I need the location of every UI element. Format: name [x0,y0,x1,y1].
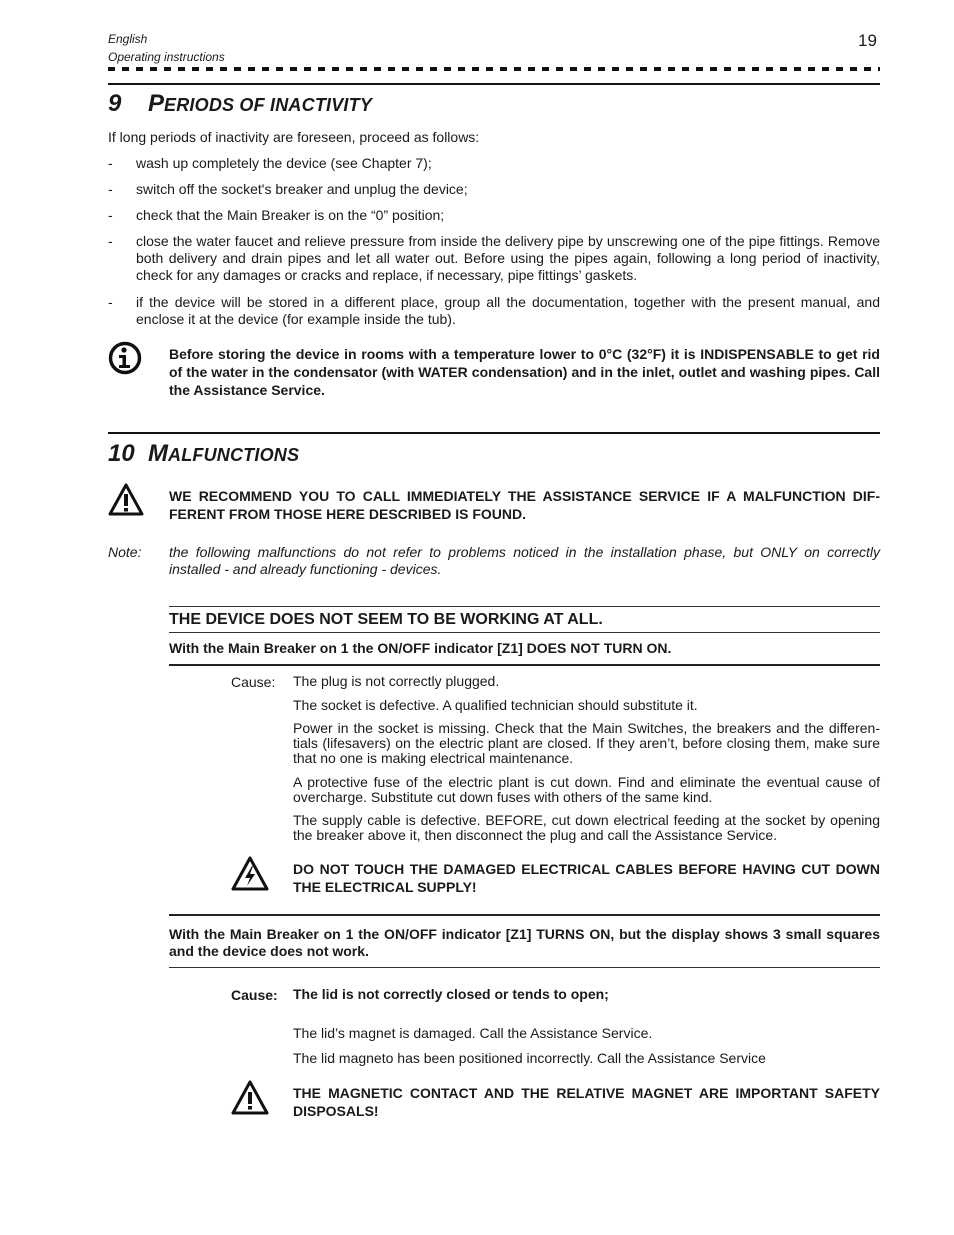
section-10-rule [108,432,880,434]
warning-triangle-icon [108,483,144,517]
list-item: check that the Main Breaker is on the “0” position; [136,207,445,223]
section-9-number: 9 [108,90,122,117]
cause-item: The lid magneto has been positioned incorrectly. Call the Assistance Service [293,1050,766,1066]
section-9-title-initial: P [148,90,165,117]
magnet-warning: THE MAGNETIC CONTACT AND THE RELATIVE MAGNET ARE IMPORTANT SAFETY DISPOSALS! [293,1085,880,1119]
note-label: Note: [108,544,142,560]
case-2-rule [169,914,880,916]
page-number: 19 [858,31,877,50]
list-item: if the device will be stored in a different place, group all the documentation, together with the present manual, and enclose it at the device (for example inside the tub). [136,294,880,327]
warning-triangle-icon [231,1080,269,1116]
bullet-marker: - [108,294,113,310]
electric-hazard-icon [231,856,269,892]
cause-label: Cause: [231,674,276,690]
section-9-rule [108,83,880,85]
section-10-title [108,440,299,468]
bullet-marker: - [108,207,113,223]
cause-item: Power in the socket is missing. Check that the Main Switches, the breakers and the differen-tials (lifesavers) on the electric plant are closed. If they aren’t, before closing them, make sure that no one is making electrical maintenance. [293,720,880,766]
info-notice: Before storing the device in rooms with a temperature lower to 0°C (32°F) it is INDISPENSABLE to get rid of the water in the condensator (with WATER condensation) and in the inlet, outlet and washing pipes. Call the Assistance Service. [169,346,880,398]
case-2-bottom-rule [169,967,880,968]
cause-item: The lid’s magnet is damaged. Call the Assistance Service. [293,1025,653,1041]
subsection-bottom-rule [169,632,880,633]
subsection-title: THE DEVICE DOES NOT SEEM TO BE WORKING AT ALL. [169,611,603,628]
list-item: wash up completely the device (see Chapter 7); [136,155,432,171]
section-10-title-rest: ALFUNCTIONS [168,445,300,465]
list-item: close the water faucet and relieve pressure from inside the delivery pipe by unscrewing one of the pipe fittings. Remove both delivery and drain pipes and let all water out. Before using the pipes again, following a long period of inactivity, check for any damages or cracks and replace, if necessary, pipe fittings’ gaskets. [136,233,880,283]
bullet-marker: - [108,181,113,197]
section-9-title [108,90,372,118]
section-9-title-rest: ERIODS OF INACTIVITY [164,95,373,115]
cause-item: A protective fuse of the electric plant is cut down. Find and eliminate the eventual cause of overcharge. Substitute cut down fuses with others of the same kind. [293,774,880,805]
info-icon [108,341,142,375]
header-document-title: Operating instructions [108,50,225,64]
warning-notice: WE RECOMMEND YOU TO CALL IMMEDIATELY THE ASSISTANCE SERVICE IF A MALFUNCTION DIF-FERENT FROM THOSE HERE DESCRIBED IS FOUND. [169,488,880,522]
bullet-marker: - [108,155,113,171]
electric-warning: DO NOT TOUCH THE DAMAGED ELECTRICAL CABLES BEFORE HAVING CUT DOWN THE ELECTRICAL SUPPLY! [293,861,880,895]
bullet-marker: - [108,233,113,249]
section-9-intro: If long periods of inactivity are foreseen, proceed as follows: [108,129,480,145]
subsection-top-rule [169,606,880,607]
note-text: the following malfunctions do not refer to problems noticed in the installation phase, but ONLY on correctly installed - and already functioning - devices. [169,544,880,577]
cause-item: The plug is not correctly plugged. [293,673,500,689]
case-1-condition: With the Main Breaker on 1 the ON/OFF indicator [Z1] DOES NOT TURN ON. [169,640,672,656]
cause-main: The lid is not correctly closed or tends to open; [293,986,609,1002]
case-1-rule [169,664,880,666]
header-dashed-divider [108,67,880,71]
section-10-title-initial: M [148,440,168,467]
case-2-condition: With the Main Breaker on 1 the ON/OFF indicator [Z1] TURNS ON, but the display shows 3 small squares and the device does not work. [169,926,880,959]
cause-item: The supply cable is defective. BEFORE, cut down electrical feeding at the socket by opening the breaker above it, then disconnect the plug and call the Assistance Service. [293,812,880,843]
cause-label: Cause: [231,987,278,1003]
header-language: English [108,32,148,46]
list-item: switch off the socket's breaker and unplug the device; [136,181,468,197]
cause-item: The socket is defective. A qualified technician should substitute it. [293,697,698,713]
section-10-number: 10 [108,440,135,467]
